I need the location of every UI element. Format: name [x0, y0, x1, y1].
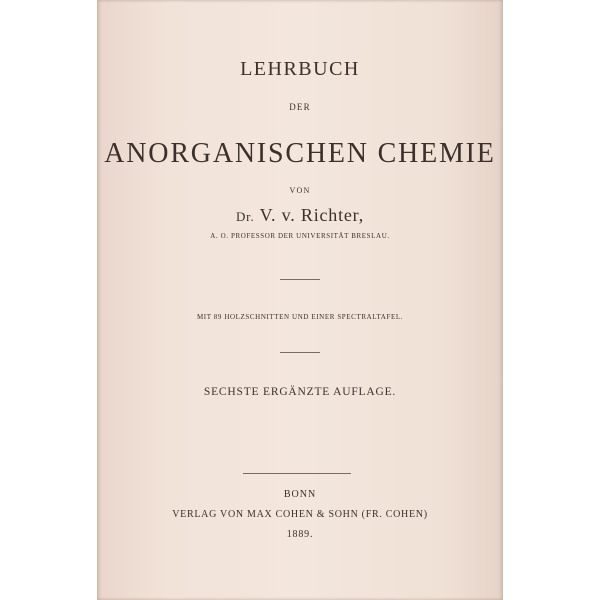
divider-rule — [280, 279, 320, 280]
publisher: VERLAG VON MAX COHEN & SOHN (FR. COHEN) — [172, 509, 428, 520]
publication-year: 1889. — [286, 529, 314, 540]
divider-rule — [243, 473, 351, 474]
by-line: VON — [289, 186, 311, 195]
author-name-text: V. v. Richter, — [259, 205, 365, 225]
edition-note: SECHSTE ERGÄNZTE AUFLAGE. — [203, 386, 397, 398]
divider-rule — [280, 352, 320, 353]
author-prefix: Dr. — [235, 209, 255, 224]
book-title-subject: ANORGANISCHEN CHEMIE — [104, 138, 496, 169]
title-page — [97, 0, 503, 600]
book-title-der: DER — [289, 102, 311, 112]
illustrations-note: MIT 89 HOLZSCHNITTEN UND EINER SPECTRALTAFEL. — [196, 313, 404, 321]
author-affiliation: A. O. PROFESSOR DER UNIVERSITÄT BRESLAU. — [210, 232, 390, 240]
author-name — [97, 205, 503, 226]
book-title-lehrbuch: LEHRBUCH — [240, 58, 360, 80]
publication-city: BONN — [283, 489, 317, 500]
